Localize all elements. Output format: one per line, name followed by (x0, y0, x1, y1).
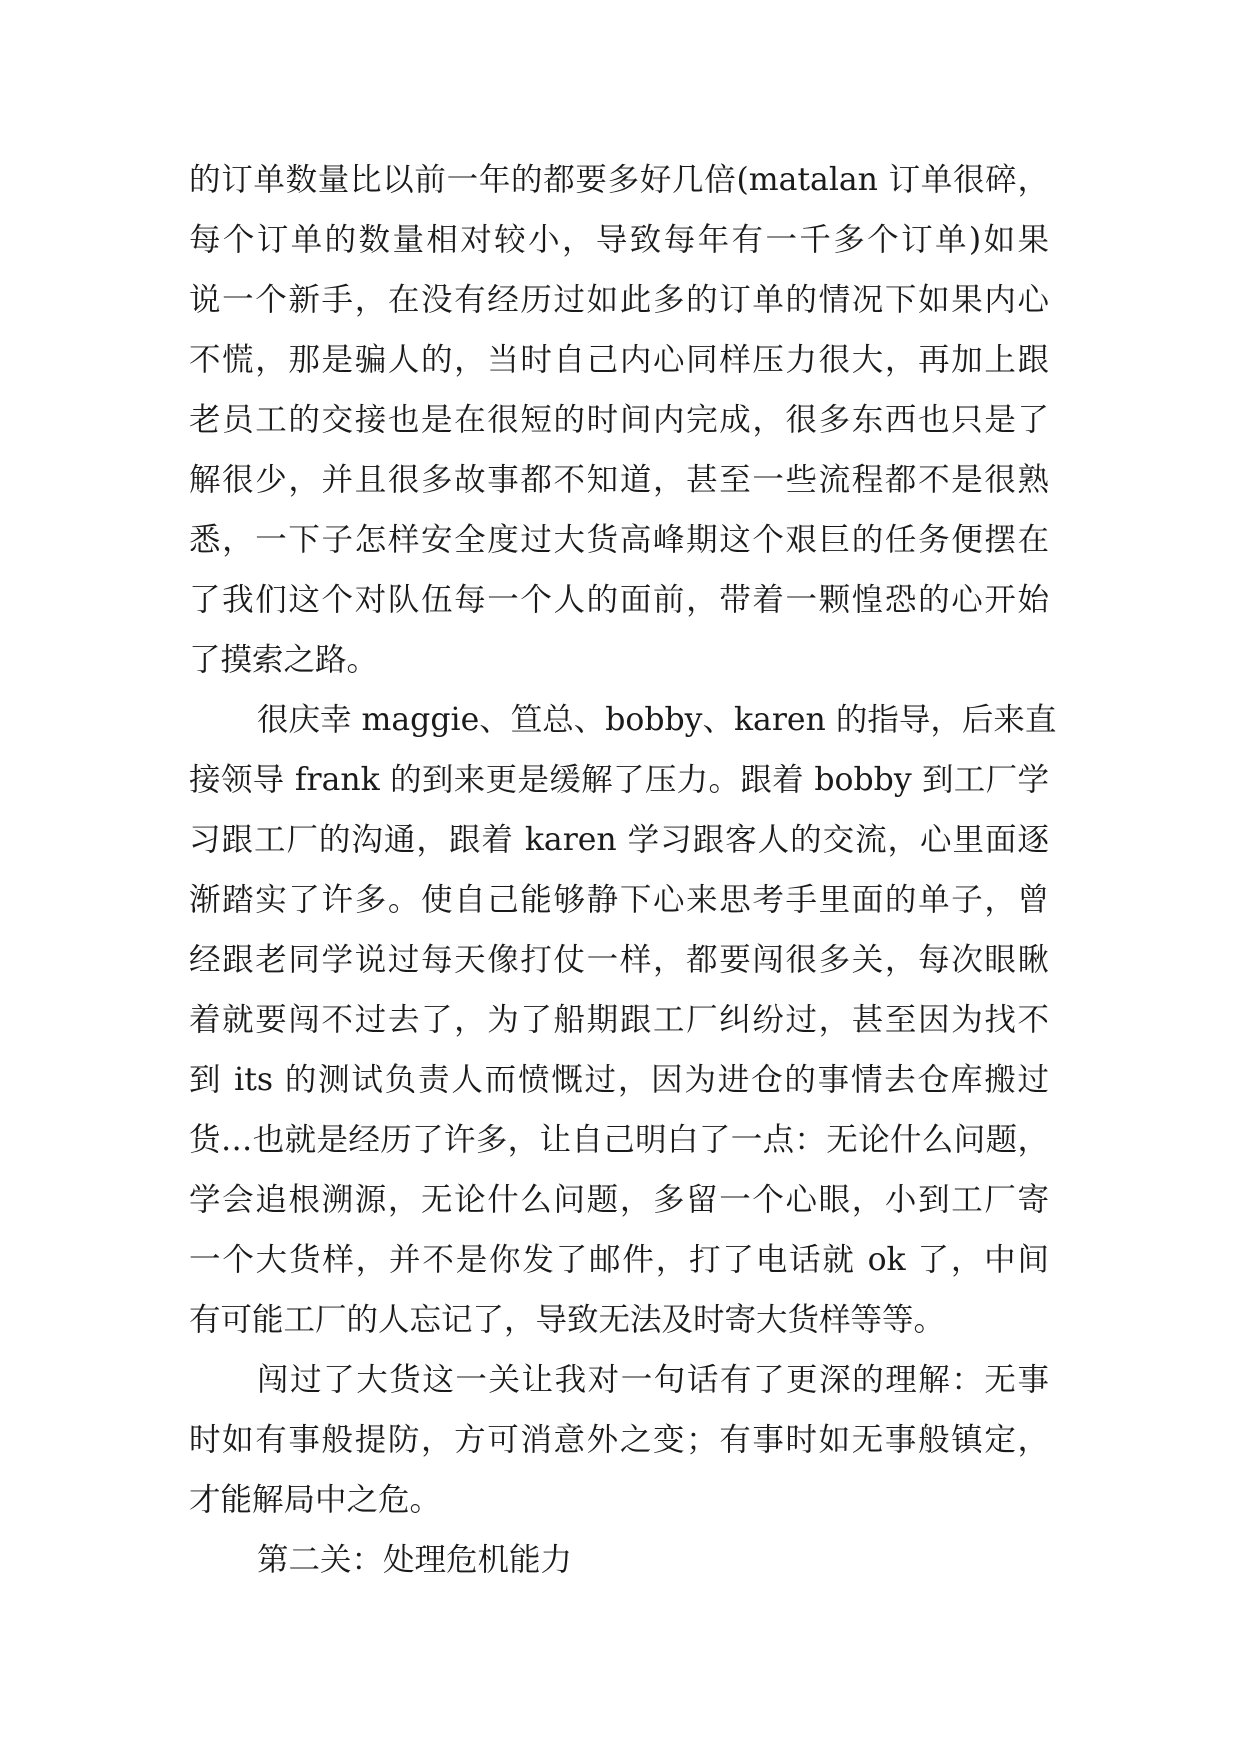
text-line: 悉，一下子怎样安全度过大货高峰期这个艰巨的任务便摆在 (189, 522, 1049, 558)
text-line: 学会追根溯源，无论什么问题，多留一个心眼，小到工厂寄 (189, 1182, 1049, 1218)
text-line: 说一个新手，在没有经历过如此多的订单的情况下如果内心 (189, 282, 1049, 318)
text-line: 着就要闯不过去了，为了船期跟工厂纠纷过，甚至因为找不 (189, 1002, 1049, 1038)
paragraph-end-line: 有可能工厂的人忘记了，导致无法及时寄大货样等等。 (189, 1302, 946, 1338)
text-line: 不慌，那是骗人的，当时自己内心同样压力很大，再加上跟 (189, 342, 1049, 378)
text-line: 每个订单的数量相对较小，导致每年有一千多个订单)如果 (189, 222, 1049, 258)
text-line: 习跟工厂的沟通，跟着 karen 学习跟客人的交流，心里面逐 (189, 822, 1049, 858)
text-line: 渐踏实了许多。使自己能够静下心来思考手里面的单子，曾 (189, 882, 1049, 918)
text-line: 到 its 的测试负责人而愤慨过，因为进仓的事情去仓库搬过 (189, 1062, 1049, 1098)
text-line: 老员工的交接也是在很短的时间内完成，很多东西也只是了 (189, 402, 1049, 438)
text-line: 一个大货样，并不是你发了邮件，打了电话就 ok 了，中间 (189, 1242, 1049, 1278)
body-text (189, 150, 1057, 1590)
text-line: 了我们这个对队伍每一个人的面前，带着一颗惶恐的心开始 (189, 582, 1049, 618)
paragraph-start-line: 闯过了大货这一关让我对一句话有了更深的理解：无事 (257, 1362, 1049, 1398)
paragraph-end-line: 了摸索之路。 (189, 642, 379, 678)
text-line: 时如有事般提防，方可消意外之变；有事时如无事般镇定， (189, 1422, 1049, 1458)
text-line: 的订单数量比以前一年的都要多好几倍(matalan 订单很碎， (189, 162, 1049, 198)
text-line: 解很少，并且很多故事都不知道，甚至一些流程都不是很熟 (189, 462, 1049, 498)
text-line: 接领导 frank 的到来更是缓解了压力。跟着 bobby 到工厂学 (189, 762, 1049, 798)
paragraph-end-line: 才能解局中之危。 (189, 1482, 442, 1518)
text-line: 经跟老同学说过每天像打仗一样，都要闯很多关，每次眼瞅 (189, 942, 1049, 978)
paragraph-start-line: 很庆幸 maggie、笪总、bobby、karen 的指导，后来直 (257, 702, 1057, 738)
section-heading: 第二关：处理危机能力 (257, 1542, 573, 1578)
text-line: 货…也就是经历了许多，让自己明白了一点：无论什么问题， (189, 1122, 1049, 1158)
